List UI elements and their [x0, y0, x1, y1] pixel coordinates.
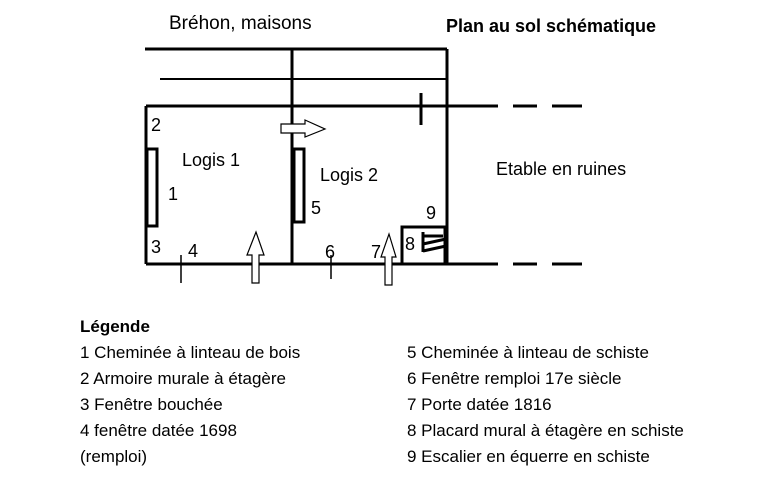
legend-item-8: 8 Placard mural à étagère en schiste: [407, 421, 684, 440]
marker-6: 6: [325, 242, 336, 262]
legend-right-column: [407, 340, 684, 470]
ruined-stable-walls: [447, 106, 582, 264]
marker-9: 9: [426, 203, 437, 223]
legend-item-4-note: (remploi): [80, 447, 148, 466]
fireplace-1: [147, 149, 157, 226]
legend-heading: Légende: [80, 317, 150, 336]
marker-2: 2: [151, 115, 162, 135]
place-title: Bréhon, maisons: [169, 13, 312, 34]
room-label-logis-1: Logis 1: [182, 150, 241, 170]
marker-1: 1: [168, 184, 179, 204]
legend-item-5: 5 Cheminée à linteau de schiste: [407, 343, 649, 362]
marker-7: 7: [371, 242, 382, 262]
legend-item-9: 9 Escalier en équerre en schiste: [407, 447, 650, 466]
legend-left-column: [80, 314, 300, 470]
room-label-logis-2: Logis 2: [320, 165, 379, 185]
legend-item-1: 1 Cheminée à linteau de bois: [80, 343, 301, 362]
marker-3: 3: [151, 237, 162, 257]
plan-title: Plan au sol schématique: [446, 16, 657, 36]
outside-label: Etable en ruines: [496, 159, 627, 179]
legend-item-3: 3 Fenêtre bouchée: [80, 395, 223, 414]
entrance-arrow-1: [247, 232, 264, 283]
marker-4: 4: [188, 241, 199, 261]
legend-item-4: 4 fenêtre datée 1698: [80, 421, 237, 440]
marker-8: 8: [405, 234, 416, 254]
marker-5: 5: [311, 198, 322, 218]
legend-item-2: 2 Armoire murale à étagère: [80, 369, 286, 388]
passage-arrow: [281, 120, 325, 137]
fireplace-5: [294, 149, 304, 222]
legend-item-6: 6 Fenêtre remploi 17e siècle: [407, 369, 622, 388]
entrance-arrow-7: [381, 234, 396, 285]
legend-item-7: 7 Porte datée 1816: [407, 395, 552, 414]
